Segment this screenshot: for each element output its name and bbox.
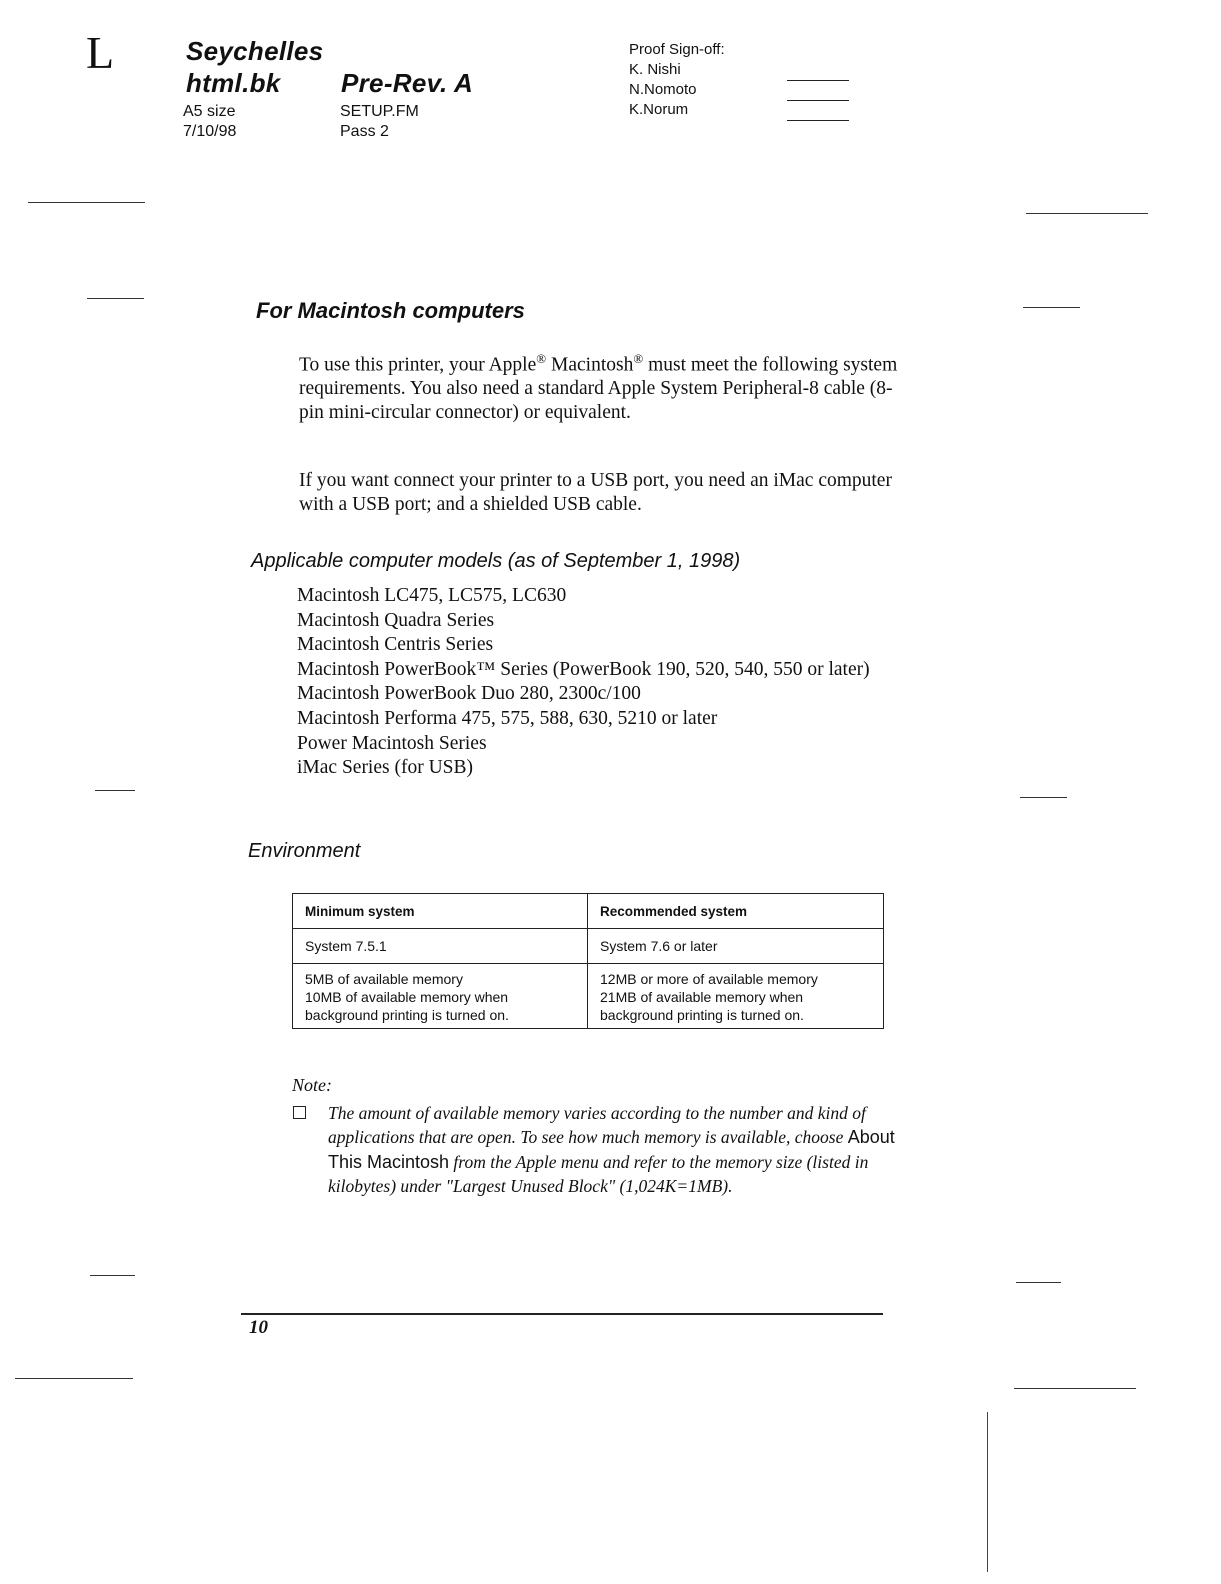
- note-text-b: from the Apple menu and refer to the memory size (listed in kilobytes) under "Largest Unused Block" (1,024K=1MB).: [328, 1151, 869, 1196]
- checkbox-bullet-icon: [293, 1106, 306, 1119]
- margin-mark: [28, 202, 145, 203]
- table-cell: System 7.6 or later: [588, 929, 884, 964]
- requirements-paragraph: [299, 347, 899, 424]
- page-size: A5 size: [183, 103, 236, 120]
- margin-mark: [1016, 1282, 1061, 1283]
- registered-mark: ®: [633, 351, 644, 366]
- list-item: Macintosh Centris Series: [297, 634, 494, 656]
- side-letter: L: [86, 27, 115, 78]
- cell-line: 5MB of available memory: [305, 971, 463, 987]
- print-date: 7/10/98: [183, 123, 237, 140]
- environment-table: [292, 893, 884, 1029]
- margin-mark: [1020, 797, 1067, 798]
- margin-mark: [1026, 213, 1148, 214]
- registered-mark: ®: [536, 351, 547, 366]
- table-cell: [293, 964, 588, 1029]
- margin-mark: [1014, 1388, 1136, 1389]
- margin-mark: [15, 1378, 133, 1379]
- note-label: Note:: [292, 1075, 332, 1095]
- signer-3: K.Norum: [629, 101, 689, 118]
- page-number: 10: [249, 1317, 268, 1338]
- table-cell: [588, 964, 884, 1029]
- list-item: Macintosh PowerBook Duo 280, 2300c/100: [297, 683, 641, 705]
- note-text-a: The amount of available memory varies according to the number and kind of applications that are open. To see how much memory is available, choose: [328, 1103, 866, 1148]
- ui-term: About This Macintosh: [328, 1127, 895, 1172]
- table-row: [293, 964, 884, 1029]
- column-header-recommended: Recommended system: [588, 894, 884, 929]
- list-item: Macintosh Performa 475, 575, 588, 630, 5210 or later: [297, 707, 718, 729]
- column-header-minimum: Minimum system: [293, 894, 588, 929]
- table-cell: System 7.5.1: [293, 929, 588, 964]
- signature-line-1: [787, 80, 849, 81]
- signature-line-2: [787, 100, 849, 101]
- source-file: SETUP.FM: [340, 103, 419, 120]
- usb-paragraph: If you want connect your printer to a USB port, you need an iMac computer with a USB port; and a shielded USB cable.: [299, 470, 892, 515]
- cell-line: 12MB or more of available memory: [600, 971, 818, 987]
- models-heading: Applicable computer models (as of September 1, 1998): [251, 550, 741, 572]
- note-text: [328, 1101, 898, 1198]
- margin-mark: [1023, 307, 1080, 308]
- book-title: Seychelles: [186, 36, 324, 66]
- signer-2: N.Nomoto: [629, 81, 697, 98]
- para1-part-b: Macintosh: [546, 354, 634, 376]
- list-item: Macintosh LC475, LC575, LC630: [297, 585, 567, 606]
- margin-mark-vertical: [987, 1412, 988, 1572]
- models-list: [297, 584, 897, 781]
- list-item: Power Macintosh Series: [297, 732, 487, 754]
- footer-rule: [241, 1313, 883, 1315]
- margin-mark: [90, 1275, 135, 1276]
- signer-1: K. Nishi: [629, 61, 681, 78]
- para1-part-a: To use this printer, your Apple: [299, 354, 537, 376]
- margin-mark: [95, 790, 135, 791]
- environment-heading: Environment: [248, 840, 361, 862]
- book-file: html.bk: [186, 68, 281, 98]
- table-row: [293, 929, 884, 964]
- cell-line: 10MB of available memory when background printing is turned on.: [305, 989, 509, 1023]
- pass-number: Pass 2: [340, 123, 389, 140]
- proof-signoff-label: Proof Sign-off:: [629, 41, 725, 58]
- list-item: iMac Series (for USB): [297, 757, 474, 779]
- section-title: For Macintosh computers: [256, 298, 525, 323]
- margin-mark: [87, 298, 144, 299]
- list-item: Macintosh Quadra Series: [297, 609, 495, 631]
- cell-line: 21MB of available memory when background printing is turned on.: [600, 989, 804, 1023]
- table-header-row: [293, 894, 884, 929]
- list-item: Macintosh PowerBook™ Series (PowerBook 190, 520, 540, 550 or later): [297, 658, 870, 680]
- revision-label: Pre-Rev. A: [341, 68, 474, 98]
- signature-line-3: [787, 120, 849, 121]
- para1-part-c: must meet the following system requirements. You also need a standard Apple System Peripheral-8 cable (8-pin mini-circular connector) or equivalent.: [299, 354, 898, 423]
